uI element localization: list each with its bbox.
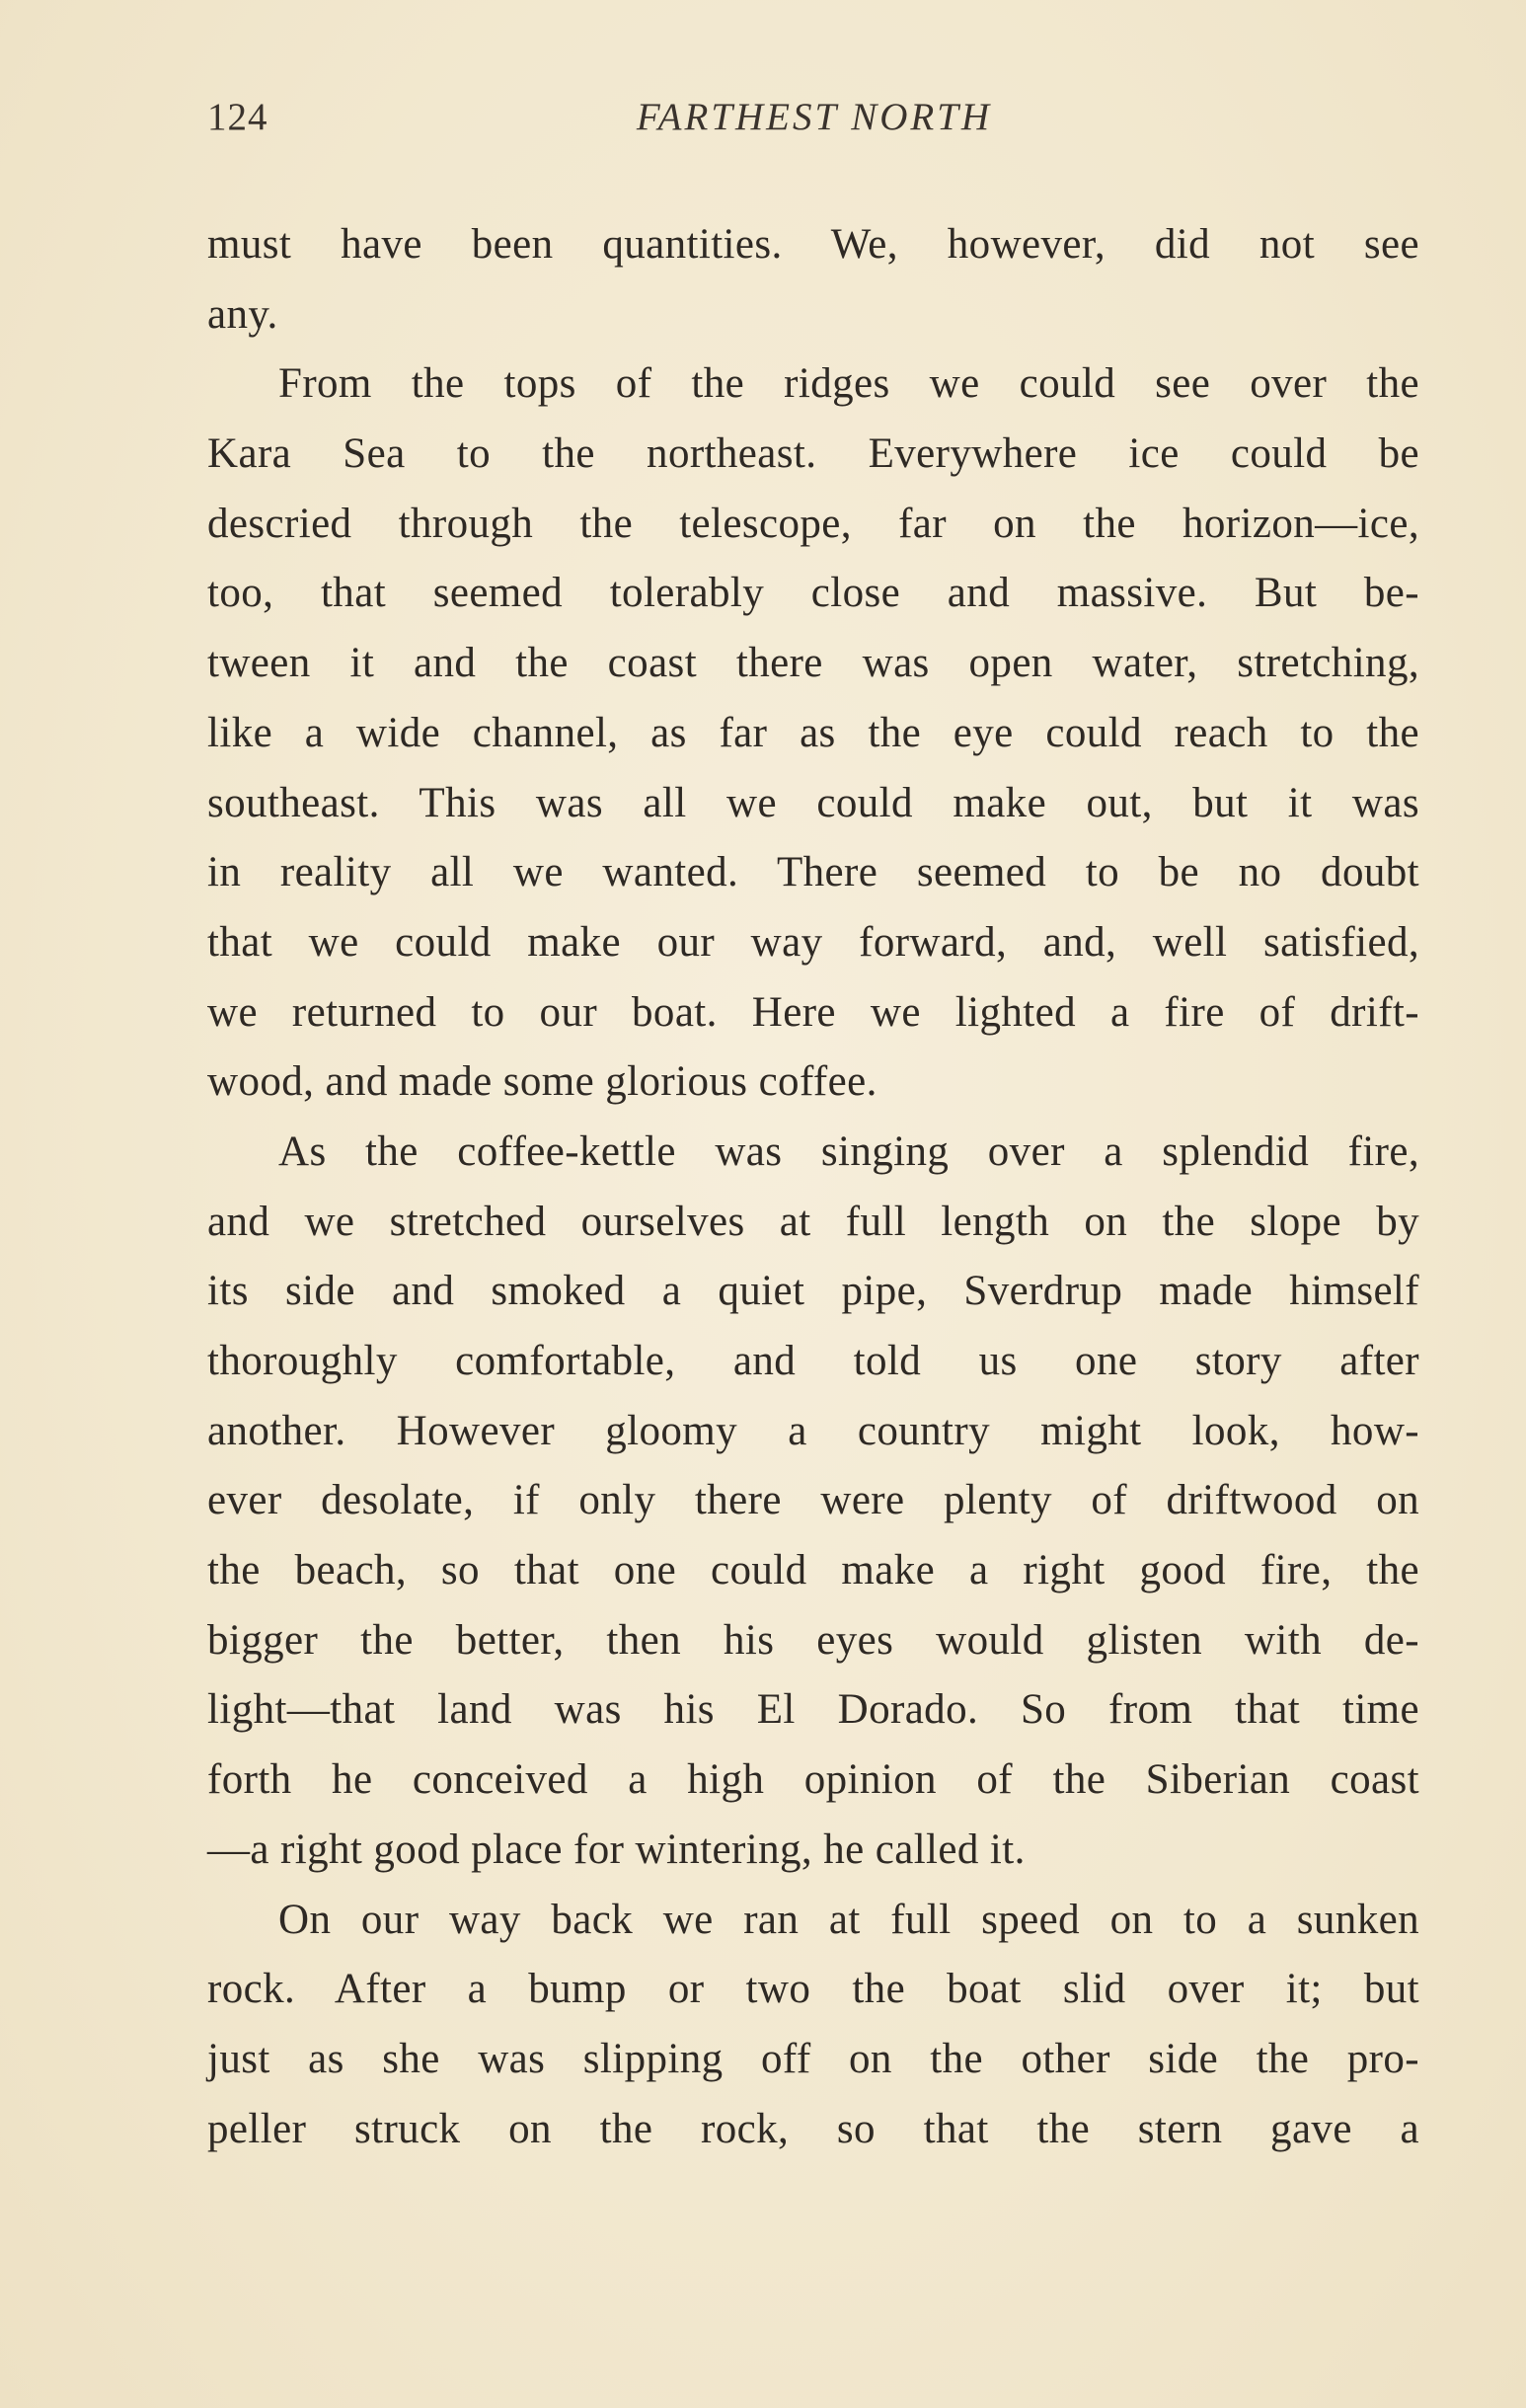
text-line: and we stretched ourselves at full length on the slope by: [207, 1198, 1419, 1245]
text-line: like a wide channel, as far as the eye could reach to the: [207, 709, 1419, 756]
running-head: [207, 95, 1421, 154]
text-line: ever desolate, if only there were plenty of driftwood on: [207, 1477, 1419, 1524]
text-line: its side and smoked a quiet pipe, Sverdrup made himself: [207, 1268, 1419, 1315]
text-line: rock. After a bump or two the boat slid over it; but: [207, 1966, 1419, 2013]
running-title: FARTHEST NORTH: [636, 96, 993, 138]
text-line: forth he conceived a high opinion of the Siberian coast: [207, 1756, 1419, 1804]
text-line: As the coffee-kettle was singing over a splendid fire,: [278, 1127, 1419, 1175]
text-line: southeast. This was all we could make out, but it was: [207, 779, 1419, 826]
text-line: Kara Sea to the northeast. Everywhere ice could be: [207, 430, 1419, 478]
text-line: On our way back we ran at full speed on to a sunken: [278, 1896, 1419, 1943]
text-line: that we could make our way forward, and, well satisfied,: [207, 918, 1419, 966]
text-line: peller struck on the rock, so that the stern gave a: [207, 2105, 1419, 2152]
text-line: tween it and the coast there was open water, stretching,: [207, 640, 1419, 687]
text-line: any.: [207, 290, 278, 338]
text-line: descried through the telescope, far on the horizon—ice,: [207, 500, 1419, 547]
text-line: too, that seemed tolerably close and massive. But be-: [207, 570, 1419, 617]
text-line: wood, and made some glorious coffee.: [207, 1058, 877, 1106]
text-line: From the tops of the ridges we could see over the: [278, 360, 1419, 408]
text-line: another. However gloomy a country might look, how-: [207, 1407, 1419, 1454]
text-line: just as she was slipping off on the other side the pro-: [207, 2035, 1419, 2082]
text-line: in reality all we wanted. There seemed to be no doubt: [207, 849, 1419, 896]
page-number: 124: [207, 96, 268, 138]
text-line: the beach, so that one could make a right good fire, the: [207, 1547, 1419, 1594]
text-line: —a right good place for wintering, he called it.: [207, 1825, 1026, 1873]
text-line: bigger the better, then his eyes would glisten with de-: [207, 1616, 1419, 1664]
text-line: we returned to our boat. Here we lighted a fire of drift-: [207, 988, 1419, 1036]
text-line: must have been quantities. We, however, did not see: [207, 221, 1419, 268]
text-line: thoroughly comfortable, and told us one story after: [207, 1338, 1419, 1384]
body-text: [207, 210, 1419, 2164]
text-line: light—that land was his El Dorado. So from that time: [207, 1686, 1419, 1734]
